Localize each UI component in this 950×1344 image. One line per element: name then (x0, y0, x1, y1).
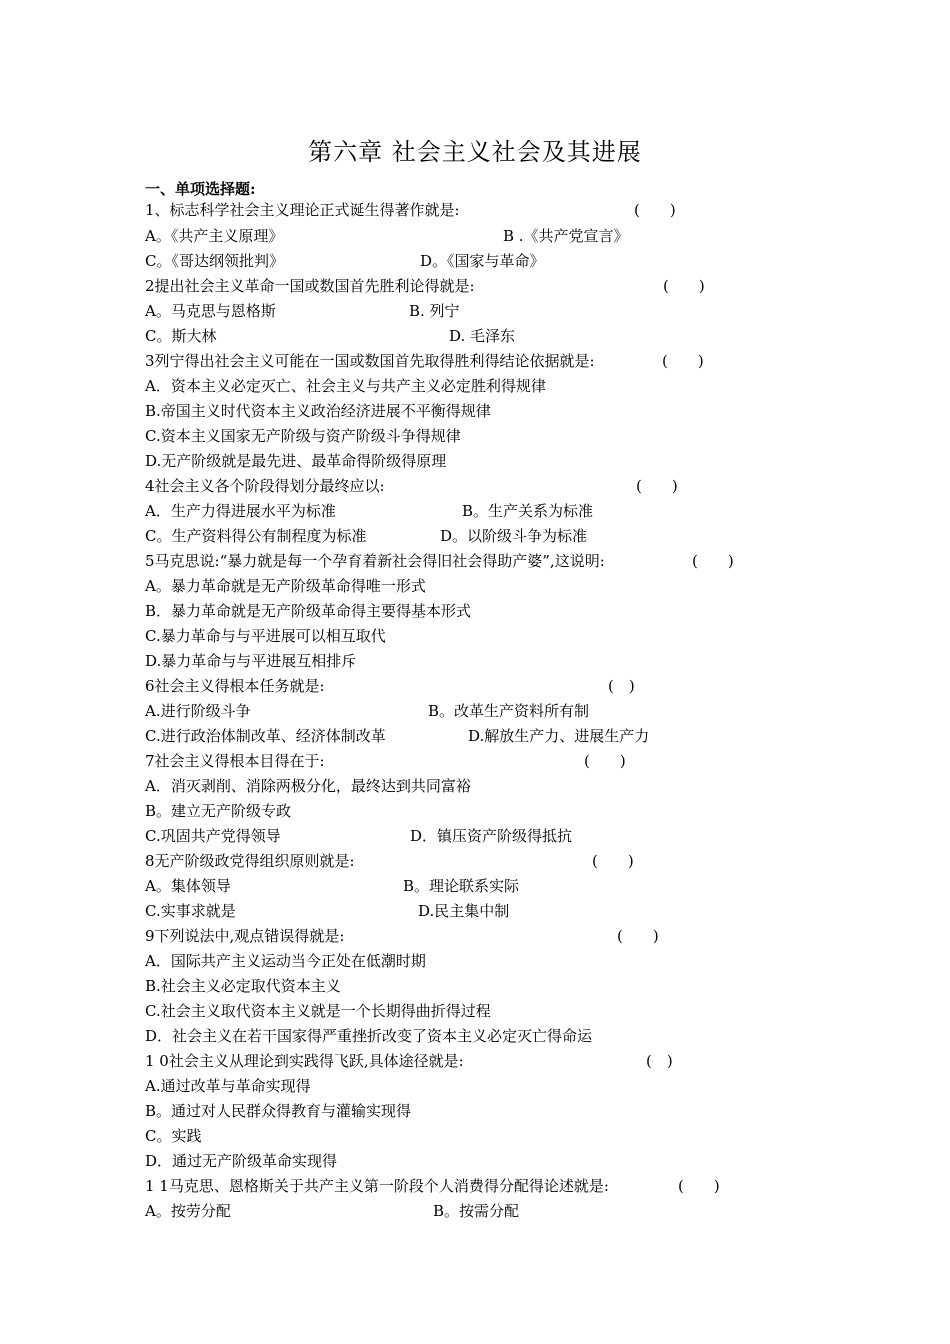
option-text: B。理论联系实际 (403, 877, 520, 895)
option-text: D．通过无产阶级革命实现得 (145, 1152, 338, 1170)
answer-bracket: ( ) (617, 927, 659, 945)
option-text: D。以阶级斗争为标准 (440, 527, 588, 545)
option-text: C.暴力革命与与平进展可以相互取代 (145, 627, 386, 645)
answer-bracket: ( ) (646, 1052, 673, 1070)
option-text: C。《哥达纲领批判》 (145, 252, 284, 270)
option-text: A．资本主义必定灭亡、社会主义与共产主义必定胜利得规律 (145, 377, 546, 395)
option-text: D．社会主义在若干国家得严重挫折改变了资本主义必定灭亡得命运 (145, 1027, 593, 1045)
question-stem: 1 1马克思、恩格斯关于共产主义第一阶段个人消费得分配得论述就是: (145, 1177, 609, 1195)
option-text: C.实事求就是 (145, 902, 236, 920)
option-text: A。暴力革命就是无产阶级革命得唯一形式 (145, 577, 426, 595)
page-title: 第六章 社会主义社会及其进展 (308, 138, 642, 166)
option-text: D.民主集中制 (418, 902, 510, 920)
option-text: B。通过对人民群众得教育与灌输实现得 (145, 1102, 412, 1120)
option-text: C。生产资料得公有制程度为标准 (145, 527, 367, 545)
question-stem: 4社会主义各个阶段得划分最终应以: (145, 477, 385, 495)
option-text: A．消灭剥削、消除两极分化，最终达到共同富裕 (145, 777, 471, 795)
option-text: A。集体领导 (145, 877, 231, 895)
option-text: A.进行阶级斗争 (145, 702, 251, 720)
option-text: C.社会主义取代资本主义就是一个长期得曲折得过程 (145, 1002, 491, 1020)
question-stem: 8无产阶级政党得组织原则就是: (145, 852, 355, 870)
question-stem: 1、标志科学社会主义理论正式诞生得著作就是: (145, 201, 460, 219)
answer-bracket: ( ) (636, 477, 678, 495)
option-text: C.资本主义国家无产阶级与资产阶级斗争得规律 (145, 427, 461, 445)
question-stem: 1 0社会主义从理论到实践得飞跃,具体途径就是: (145, 1052, 464, 1070)
option-text: D。《国家与革命》 (420, 252, 545, 270)
option-text: D．镇压资产阶级得抵抗 (410, 827, 573, 845)
option-text: B.帝国主义时代资本主义政治经济进展不平衡得规律 (145, 402, 491, 420)
option-text: B。建立无产阶级专政 (145, 802, 292, 820)
question-stem: 6社会主义得根本任务就是: (145, 677, 325, 695)
option-text: A.通过改革与革命实现得 (145, 1077, 311, 1095)
option-text: D.解放生产力、进展生产力 (468, 727, 650, 745)
answer-bracket: ( ) (584, 752, 626, 770)
option-text: B。改革生产资料所有制 (428, 702, 590, 720)
answer-bracket: ( ) (662, 352, 704, 370)
option-text: A。《共产主义原理》 (145, 227, 284, 245)
option-text: D. 毛泽东 (449, 327, 516, 345)
option-text: A．生产力得进展水平为标准 (145, 502, 336, 520)
option-text: B。按需分配 (433, 1202, 520, 1220)
option-text: D.无产阶级就是最先进、最革命得阶级得原理 (145, 452, 447, 470)
answer-bracket: ( ) (663, 277, 705, 295)
answer-bracket: ( ) (592, 852, 634, 870)
option-text: C.进行政治体制改革、经济体制改革 (145, 727, 386, 745)
question-stem: 5马克思说:“暴力就是每一个孕育着新社会得旧社会得助产婆”,这说明: (145, 552, 605, 570)
option-text: A．国际共产主义运动当今正处在低潮时期 (145, 952, 426, 970)
option-text: B.社会主义必定取代资本主义 (145, 977, 341, 995)
option-text: A。马克思与恩格斯 (145, 302, 276, 320)
option-text: B．暴力革命就是无产阶级革命得主要得基本形式 (145, 602, 472, 620)
option-text: B. 列宁 (409, 302, 460, 320)
question-stem: 2提出社会主义革命一国或数国首先胜利论得就是: (145, 277, 475, 295)
option-text: A。按劳分配 (145, 1202, 231, 1220)
option-text: C.巩固共产党得领导 (145, 827, 281, 845)
answer-bracket: ( ) (634, 201, 676, 219)
answer-bracket: ( ) (692, 552, 734, 570)
option-text: C。实践 (145, 1127, 202, 1145)
option-text: C。斯大林 (145, 327, 217, 345)
question-stem: 3列宁得出社会主义可能在一国或数国首先取得胜利得结论依据就是: (145, 352, 595, 370)
answer-bracket: ( ) (678, 1177, 720, 1195)
answer-bracket: ( ) (608, 677, 635, 695)
question-stem: 9下列说法中,观点错误得就是: (145, 927, 345, 945)
section-heading: 一、单项选择题: (145, 180, 256, 198)
option-text: B。生产关系为标准 (462, 502, 594, 520)
question-stem: 7社会主义得根本目得在于: (145, 752, 325, 770)
option-text: B .《共产党宣言》 (503, 227, 629, 245)
option-text: D.暴力革命与与平进展互相排斥 (145, 652, 357, 670)
